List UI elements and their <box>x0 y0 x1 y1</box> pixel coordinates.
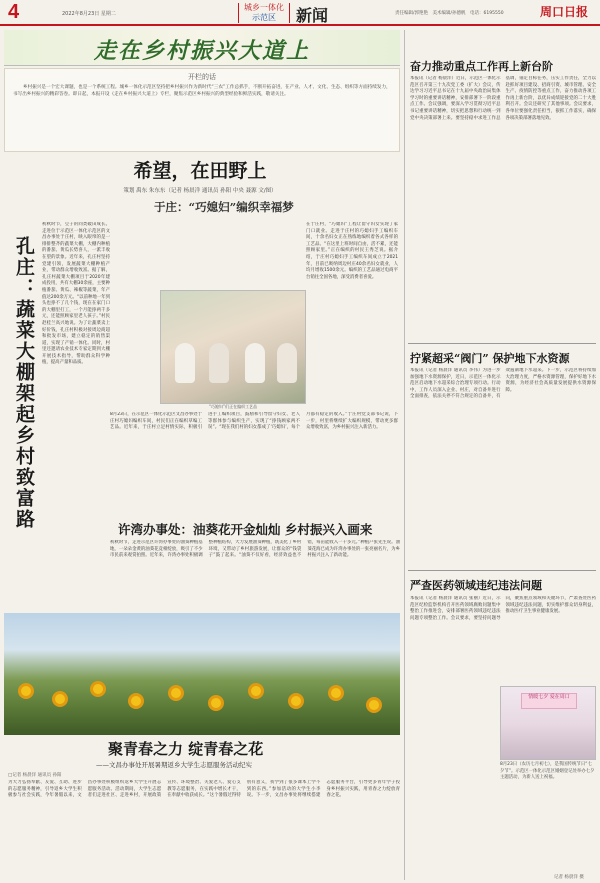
person-figure <box>277 343 297 383</box>
sunflower-icon <box>366 697 382 713</box>
person-figure <box>245 343 265 383</box>
column-intro <box>4 68 400 152</box>
right-story2-text: 本报讯（记者 杨晨洋 通讯员 李伟）为进一步加强地下水资源保护，近日，示范区一体化示范区启动地下水超采综合治理专项行动。行动中，工作人员深入企业、村庄，对自备井进行全面排查，依法关停不符合规定的自备井，有效遏制地下水超采。下一步，示范区将持续加大治理力度，严格水资源管理，保护好地下水资源，为经济社会高质量发展提供水资源保障。 <box>410 368 596 400</box>
divider <box>408 343 596 344</box>
story1-vertical-headline: 孔庄：蔬菜大棚架起乡村致富路 <box>13 236 35 530</box>
section-label-bottom: 示范区 <box>252 13 276 22</box>
masthead <box>0 0 600 26</box>
right-story3-text: 本报讯（记者 杨晨洋 通讯员 张丽）近日，示范区纪检监察机构召开医药领域腐败问题集中整治工作推进会，安排部署医药领域违纪违法问题专项整治工作。会议要求，要坚持问题导向，聚焦重点领域和关键环节，严肃查处医药领域违纪违法问题，切实维护群众切身利益，推动医疗卫生事业健康发展。 <box>410 596 596 621</box>
qixi-banner: 情暖七夕 爱在周口 <box>521 693 577 709</box>
sunflower-icon <box>90 681 106 697</box>
editor-credits: 责任编辑/郭艳艳 美术编辑/孙德帆 电话：6195550 <box>395 11 504 16</box>
qixi-photo <box>500 686 596 760</box>
story3-headline: 聚青春之力 绽青春之花 <box>108 740 264 758</box>
right-story1-text: 本报讯（记者 杨晨洋）近日，示范区一体化示范区召开第三十九次党工委（扩大）会议，传达学习习近平总书记在十九届中央政治局集体学习时的重要讲话精神，安排部署下一阶段重点工作。会议强调，要深入学习贯彻习近平总书记重要讲话精神，切实把思想和行动统一到党中央决策部署上来。要坚持稳中求进工作总基调，锚定目标任务，压实工作责任，全力以赴抓好项目建设、招商引资、城市管理、安全生产、疫情防控等重点工作，奋力推动各项工作再上新台阶，以优异成绩迎接党的二十大胜利召开。会议还研究了其他事项。会议要求，各单位要强化责任担当，狠抓工作落实，确保各项决策部署落地见效。 <box>410 76 596 121</box>
sunflower-icon <box>52 691 68 707</box>
column-banner <box>4 30 400 66</box>
story3-subhead: ——文昌办事处开展暑期返乡大学生志愿服务活动纪实 <box>96 761 252 769</box>
weaving-photo <box>160 290 306 404</box>
right-story3-text-cont <box>410 686 496 872</box>
story2-headline: 许湾办事处：油葵花开金灿灿 乡村振兴入画来 <box>118 522 373 537</box>
sunflower-icon <box>328 685 344 701</box>
issue-date: 2022年8月23日 星期二 <box>62 11 116 17</box>
sunflower-icon <box>248 683 264 699</box>
person-figure <box>175 343 195 383</box>
sunflower-icon <box>208 695 224 711</box>
qixi-photo-caption: 8月23日（农历七月初七），是我国传统节日“七夕节”。示范区一体化示范区婚姻登记处举办七夕主题活动，为新人送上祝福。 <box>500 762 595 780</box>
section-label <box>238 3 290 23</box>
sunflower-icon <box>168 685 184 701</box>
column-intro-text: 乡村振兴是一个宏大课题，也是一个系统工程。城乡一体化示范区坚持把乡村振兴作为新时代“三农”工作总抓手，不断开拓奋进，在产业、人才、文化、生态、组织等方面持续发力，书写出乡村振兴的精彩答卷。即日起，本报开设《走在乡村振兴大道上》专栏，聚焦示范区乡村振兴的典型经验和鲜活实践，敬请关注。 <box>13 85 391 97</box>
story1-column-d: 8月23日，在示范区一体化示范区文昌办事处于庄村巧媳妇编织车间，村民们正在编织草编工艺品。近年来，于庄村立足村情实际，积极引进手工编织项目，鼓励和引导留守妇女、老人等群体参与编织生产，实现了“挣钱顾家两不误”。“现在我们村的妇女都成了‘巧媳妇’，每个月都有稳定的收入。”于庄村党支部书记说，下一步，村里将继续扩大编织规模，带动更多群众增收致富，为乡村振兴注入新活力。 <box>110 412 398 431</box>
sunflower-icon <box>288 693 304 709</box>
story3-text: 为大力弘扬奉献、友爱、互助、进步的志愿服务精神，引导返乡大学生积极参与社会实践，今年暑假以来，文昌办事处积极组织返乡大学生开展志愿服务活动。活动期间，大学生志愿者们走进社区、走进乡村，开展政策宣传、环境整治、关爱老人、爱心支教等志愿服务，在实践中增长才干，在奉献中收获成长。“这个暑假过得特别有意义，我学到了很多课本上学不到的东西。”参加活动的大学生小李说。下一步，文昌办事处将继续搭建志愿服务平台，引导更多青年学子投身乡村振兴实践，用青春之力绽放青春之花。 <box>8 780 400 799</box>
column-banner-title: 走在乡村振兴大道上 <box>93 38 310 64</box>
story1-headline: 希望，在田野上 <box>133 160 267 182</box>
right-story2-headline: 拧紧超采“阀门” 保护地下水资源 <box>410 352 570 365</box>
right-story3-headline: 严查医药领域违纪违法问题 <box>410 579 542 592</box>
photo-reporter: 记者 杨晨洋 摄 <box>554 875 584 880</box>
story2-text: 初秋时节，走进示范区许湾办事处的油葵种植基地，一朵朵金黄的油葵花竞相绽放，吸引了不少市民前来观赏拍照。近年来，许湾办事处积极调整种植结构，大力发展油葵种植，既美化了乡村环境，又带动了乡村旅游发展，让群众的“钱袋子”鼓了起来。“油葵不仅好看，经济效益也不错，每亩能收入一千多元。”种植户张先生说。油葵花海已成为许湾办事处的一张亮丽名片，为乡村振兴注入了新动能。 <box>110 540 400 559</box>
sunflower-photo <box>4 613 400 735</box>
weaving-photo-caption: “巧媳妇”们正在编织工艺品 <box>208 404 258 409</box>
right-story1-headline: 奋力推动重点工作再上新台阶 <box>410 60 553 73</box>
page-number: 4 <box>8 1 20 23</box>
story1-column-a: 初秋时节，豆子的同类破田成长。走进位于示范区一体化示范区的文昌办事处于庄村，映入眼帘的是一排排整齐的蔬菜大棚，大棚内种植的番茄、黄瓜长势喜人，一派丰收在望的景象。近年来，孔庄村坚持党建引领，发展蔬菜大棚种植产业，带动群众增收致富。据了解，孔庄村蔬菜大棚项目于2020年建成投用，共有大棚30余座，主要种植番茄、黄瓜、辣椒等蔬菜，年产值达200余万元。“以前种地一年到头也挣不了几个钱，现在在家门口的大棚里打工，一个月能挣两千多元，还能照顾家里老人孩子。”村民赵桂兰高兴地说。为了让蔬菜卖上好价钱，孔庄村积极对接周边商超和批发市场，建立稳定的销售渠道，实现了产销一体化。同时，村里还邀请农业技术专家定期到大棚开展技术指导，帮助群众科学种植，提高产量和品质。 <box>42 222 110 366</box>
story1-subhead: 于庄：“巧媳妇”编织幸福梦 <box>154 200 294 214</box>
column-intro-title: 开栏的话 <box>188 73 216 81</box>
section-name: 新闻 <box>296 6 329 25</box>
sunflower-icon <box>18 683 34 699</box>
sunflower-icon <box>128 693 144 709</box>
newspaper-logo: 周口日报 <box>540 5 589 19</box>
section-label-top: 城乡一体化 <box>244 3 284 12</box>
story1-byline: 策划 禹东 朱东东（记者 杨晨洋 通讯员 孙阳 中央 聂源 文/图） <box>123 188 277 194</box>
story3-reporter: □记者 杨晨洋 通讯员 孙阳 <box>8 773 62 778</box>
person-figure <box>209 343 229 383</box>
story1-column-c: 在于庄村，“巧媳妇”工程让留守妇女实现了家门口就业。走进于庄村的巧媳妇手工编织车间，十余名妇女正在熟练地编织着各式各样的工艺品。“在这里上班时间自由，活不累，还能照顾家里。”正在编织的村民王秀芝说。据介绍，于庄村巧媳妇手工编织车间成立于2021年，目前已吸纳周边村庄40余名妇女就业，人均月增收1500余元。编织的工艺品通过电商平台销往全国各地，深受消费者喜爱。 <box>306 222 398 280</box>
divider <box>408 570 596 571</box>
